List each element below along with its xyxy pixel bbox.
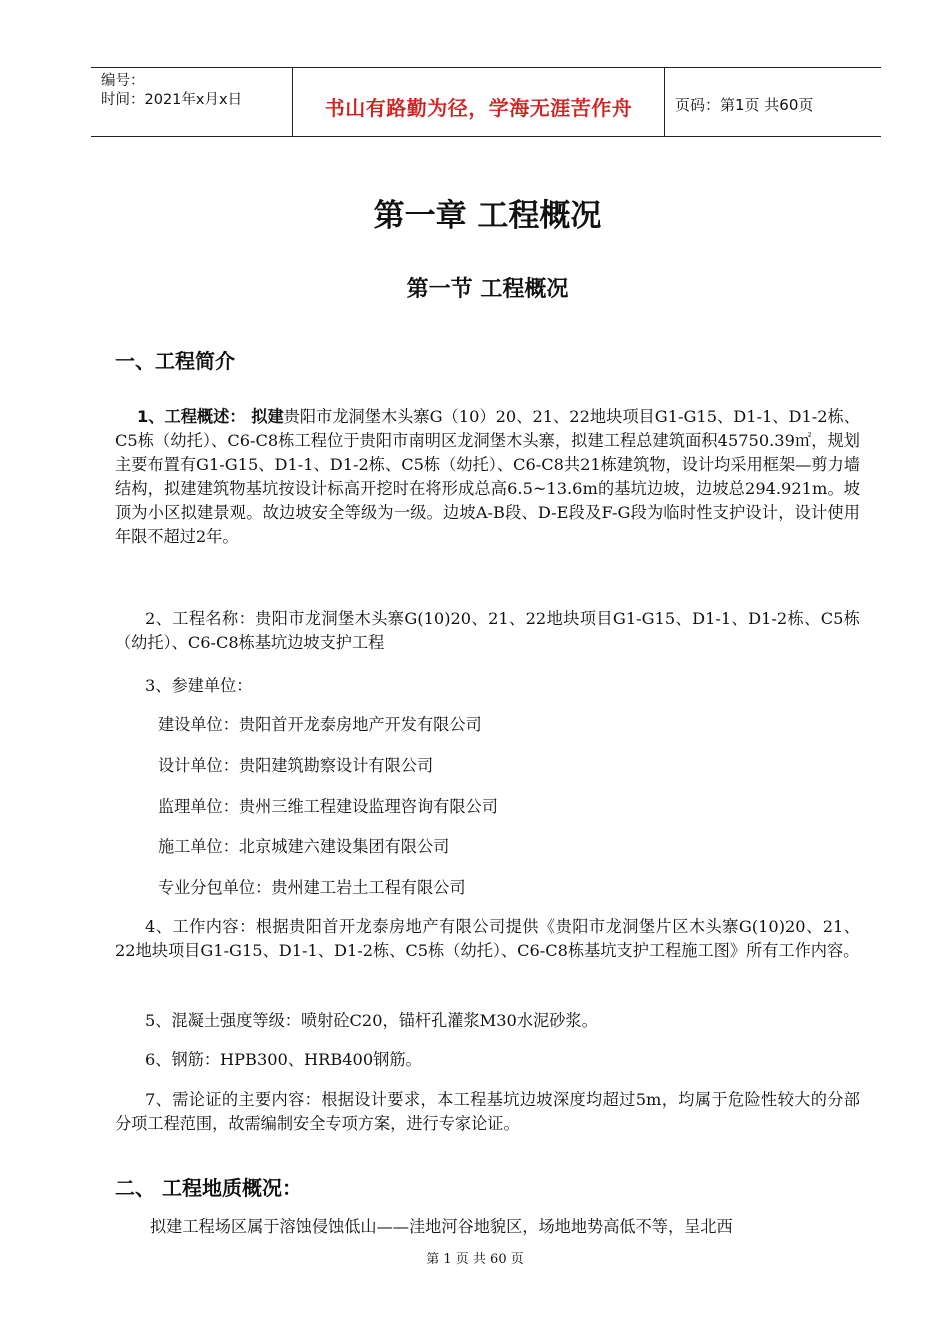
document-time-label: 时间：2021年x月x日 [101,92,243,108]
paragraph-project-name: 2、工程名称：贵阳市龙洞堡木头寨G(10)20、21、22地块项目G1-G15、D1-1、D1-2栋、C5栋（幼托）、C6-C8栋基坑边坡支护工程 [115,609,860,652]
heading-geology: 二、 工程地质概况： [115,1176,302,1200]
header-motto-cell [293,68,665,136]
section-title: 第一节 工程概况 [406,277,569,302]
participant-owner: 建设单位：贵阳首开龙泰房地产开发有限公司 [158,715,482,734]
paragraph-expert-review: 7、需论证的主要内容：根据设计要求，本工程基坑边坡深度均超过5m，均属于危险性较大的分部分项工程范围，故需编制安全专项方案，进行专家论证。 [115,1090,860,1133]
document-number-label: 编号： [101,73,145,89]
header-motto: 书山有路勤为径，学海无涯苦作舟 [324,96,633,120]
participant-contractor: 施工单位：北京城建六建设集团有限公司 [158,837,450,856]
overview-text: 贵阳市龙洞堡木头寨G（10）20、21、22地块项目G1-G15、D1-1、D1-2栋、C5栋（幼托）、C6-C8栋工程位于贵阳市南明区龙洞堡木头寨，拟建工程总建筑面积45750.39㎡，规划主要布置有G1-G15、D1-1、D1-2栋、C5栋（幼托）、C6-C8共21栋建筑物，设计均采用框架—剪力墙结构，拟建建筑物基坑按设计标高开挖时在将形成总高6.5~13.6m的基坑边坡，边坡总294.921m。坡顶为小区拟建景观。故边坡安全等级为一级。边坡A-B段、D-E段及F-G段为临时性支护设计，设计使用年限不超过2年。 [115,407,860,546]
page-footer: 第 1 页 共 60 页 [426,1252,524,1267]
header-page-number: 页码：第1页 共60页 [675,96,814,114]
paragraph-work-content: 4、工作内容：根据贵阳首开龙泰房地产有限公司提供《贵阳市龙洞堡片区木头寨G(10)20、21、22地块项目G1-G15、D1-1、D1-2栋、C5栋（幼托）、C6-C8栋基坑支护工程施工图》所有工作内容。 [115,917,860,960]
header-meta-cell [91,68,293,136]
participant-designer: 设计单位：贵阳建筑勘察设计有限公司 [158,756,434,775]
paragraph-rebar: 6、钢筋：HPB300、HRB400钢筋。 [145,1050,422,1069]
paragraph-concrete-grade: 5、混凝土强度等级：喷射砼C20，锚杆孔灌浆M30水泥砂浆。 [145,1011,598,1030]
page-header [91,67,881,137]
chapter-title: 第一章 工程概况 [373,198,602,234]
heading-project-intro: 一、工程简介 [115,349,235,373]
paragraph-geology: 拟建工程场区属于溶蚀侵蚀低山——洼地河谷地貌区，场地地势高低不等，呈北西 [150,1217,733,1236]
participant-supervisor: 监理单位：贵州三维工程建设监理咨询有限公司 [158,797,498,816]
participants-title: 3、参建单位： [145,676,253,695]
participant-subcontractor: 专业分包单位：贵州建工岩土工程有限公司 [158,878,466,897]
header-page-cell [665,68,881,136]
paragraph-project-overview [115,405,860,549]
overview-label: 1、工程概述： 拟建 [137,407,284,426]
